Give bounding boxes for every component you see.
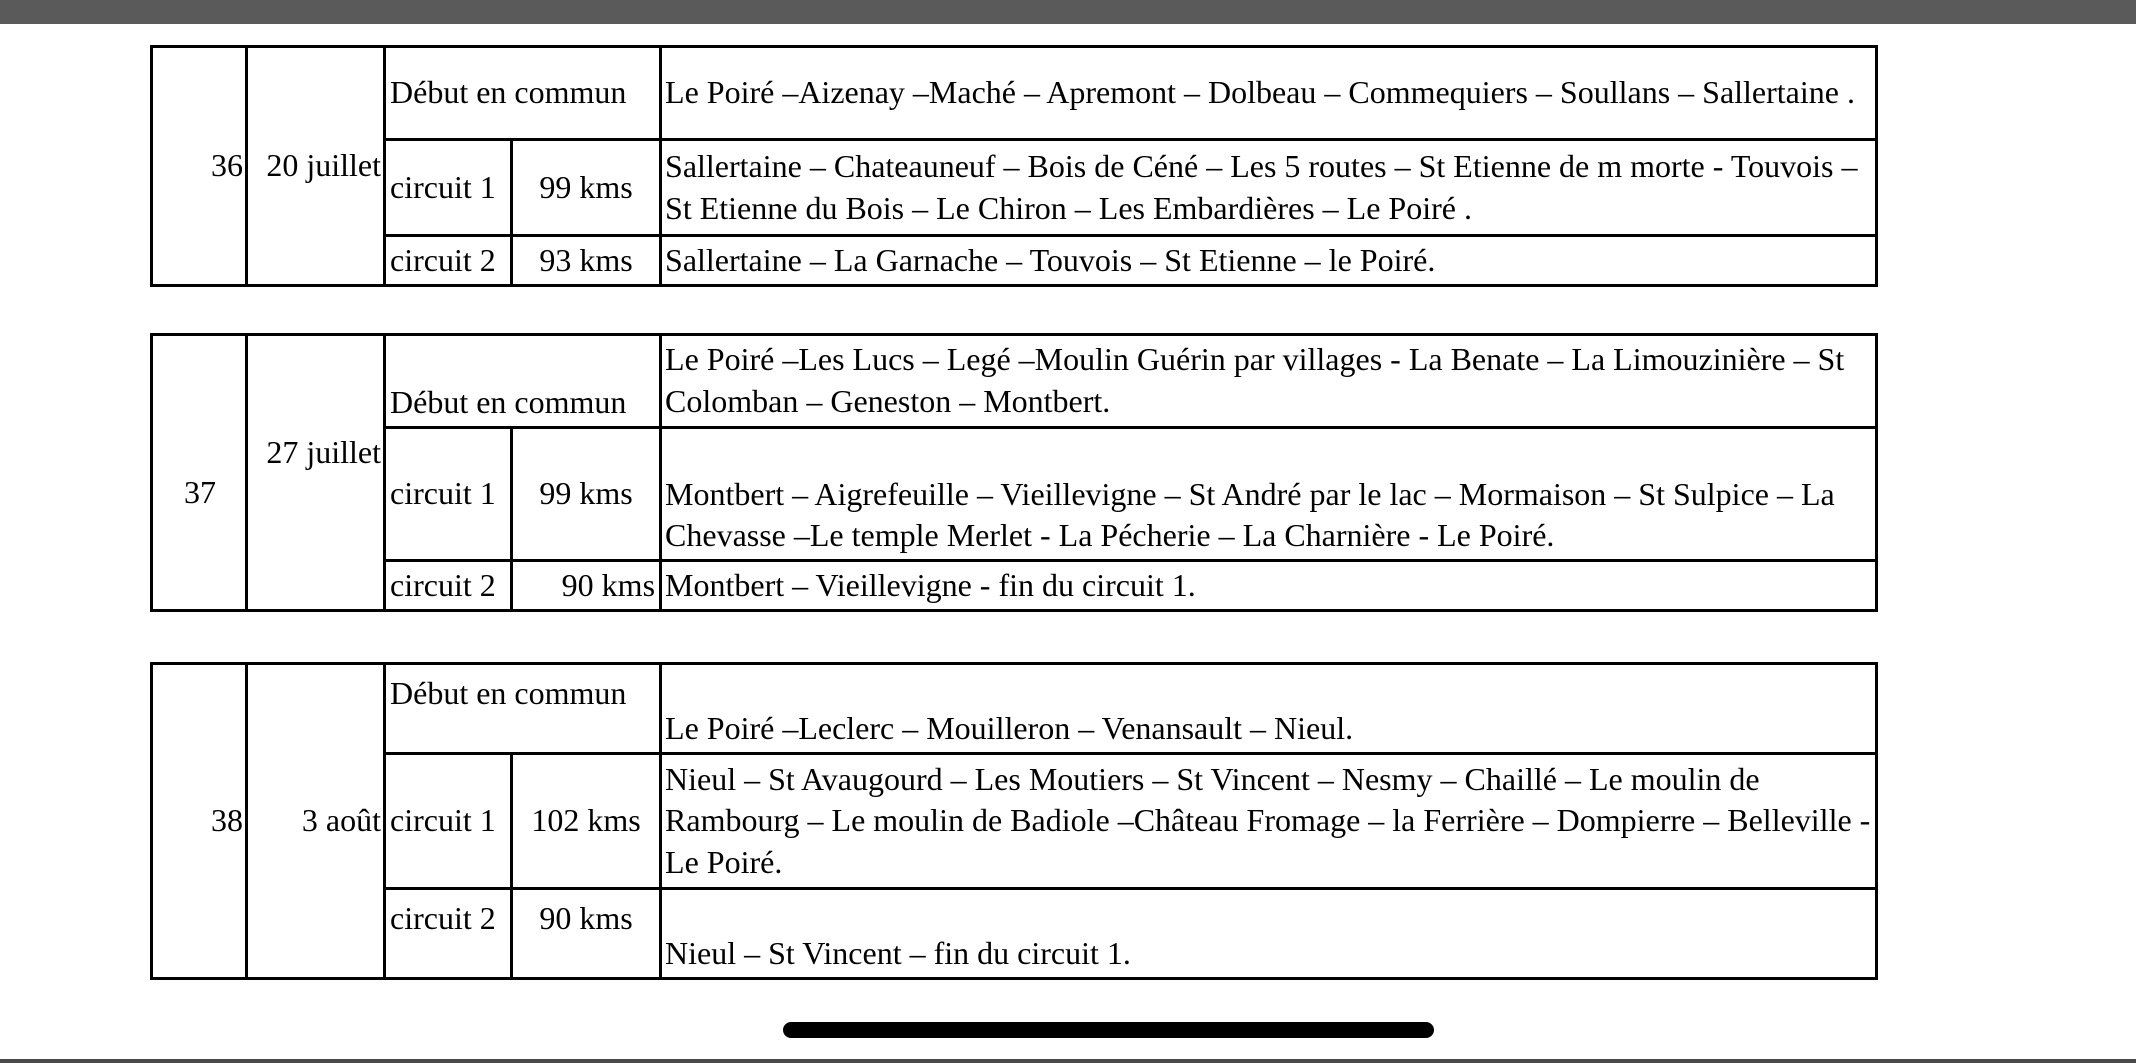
table-row (152, 664, 1877, 754)
table-row (152, 754, 1877, 889)
outing-table-36 (150, 45, 1878, 287)
circuit2-label: circuit 2 (385, 561, 512, 611)
table-row (152, 889, 1877, 979)
outing-date: 3 août (247, 664, 385, 979)
circuit1-distance: 102 kms (512, 754, 661, 889)
bottom-edge (0, 1059, 2136, 1063)
outing-date: 20 juillet (247, 47, 385, 286)
circuit2-route: Sallertaine – La Garnache – Touvois – St Etienne – le Poiré. (661, 236, 1877, 286)
outing-number: 36 (152, 47, 247, 286)
circuit2-distance: 93 kms (512, 236, 661, 286)
circuit2-distance: 90 kms (512, 561, 661, 611)
table-row (152, 47, 1877, 140)
outing-number: 38 (152, 664, 247, 979)
outing-table-38 (150, 662, 1878, 980)
table-row (152, 428, 1877, 561)
debut-label: Début en commun (385, 47, 661, 140)
debut-route: Le Poiré –Leclerc – Mouilleron – Venansault – Nieul. (661, 664, 1877, 754)
outing-table-37 (150, 333, 1878, 612)
debut-route: Le Poiré –Aizenay –Maché – Apremont – Dolbeau – Commequiers – Soullans – Sallertaine . (661, 47, 1877, 140)
circuit2-route: Nieul – St Vincent – fin du circuit 1. (661, 889, 1877, 979)
debut-label: Début en commun (385, 335, 661, 428)
circuit1-distance: 99 kms (512, 428, 661, 561)
circuit1-label: circuit 1 (385, 754, 512, 889)
circuit2-route: Montbert – Vieillevigne - fin du circuit 1. (661, 561, 1877, 611)
outing-date: 27 juillet (247, 335, 385, 611)
table-row (152, 140, 1877, 236)
debut-route: Le Poiré –Les Lucs – Legé –Moulin Guérin par villages - La Benate – La Limouzinière – St Colomban – Geneston – Montbert. (661, 335, 1877, 428)
circuit2-distance: 90 kms (512, 889, 661, 979)
outing-number: 37 (152, 335, 247, 611)
circuit1-route: Montbert – Aigrefeuille – Vieillevigne – St André par le lac – Mormaison – St Sulpice – La Chevasse –Le temple Merlet - La Pécherie – La Charnière - Le Poiré. (661, 428, 1877, 561)
circuit1-distance: 99 kms (512, 140, 661, 236)
circuit1-route: Sallertaine – Chateauneuf – Bois de Céné – Les 5 routes – St Etienne de m morte - Touvois – St Etienne du Bois – Le Chiron – Les Embardières – Le Poiré . (661, 140, 1877, 236)
circuit1-route: Nieul – St Avaugourd – Les Moutiers – St Vincent – Nesmy – Chaillé – Le moulin de Rambourg – Le moulin de Badiole –Château Fromage – la Ferrière – Dompierre – Belleville -Le Poiré. (661, 754, 1877, 889)
top-status-bar (0, 0, 2136, 24)
table-row (152, 561, 1877, 611)
table-row (152, 335, 1877, 428)
circuit1-label: circuit 1 (385, 140, 512, 236)
circuit2-label: circuit 2 (385, 889, 512, 979)
table-row (152, 236, 1877, 286)
circuit1-label: circuit 1 (385, 428, 512, 561)
debut-label: Début en commun (385, 664, 661, 754)
circuit2-label: circuit 2 (385, 236, 512, 286)
home-indicator[interactable] (783, 1022, 1434, 1038)
